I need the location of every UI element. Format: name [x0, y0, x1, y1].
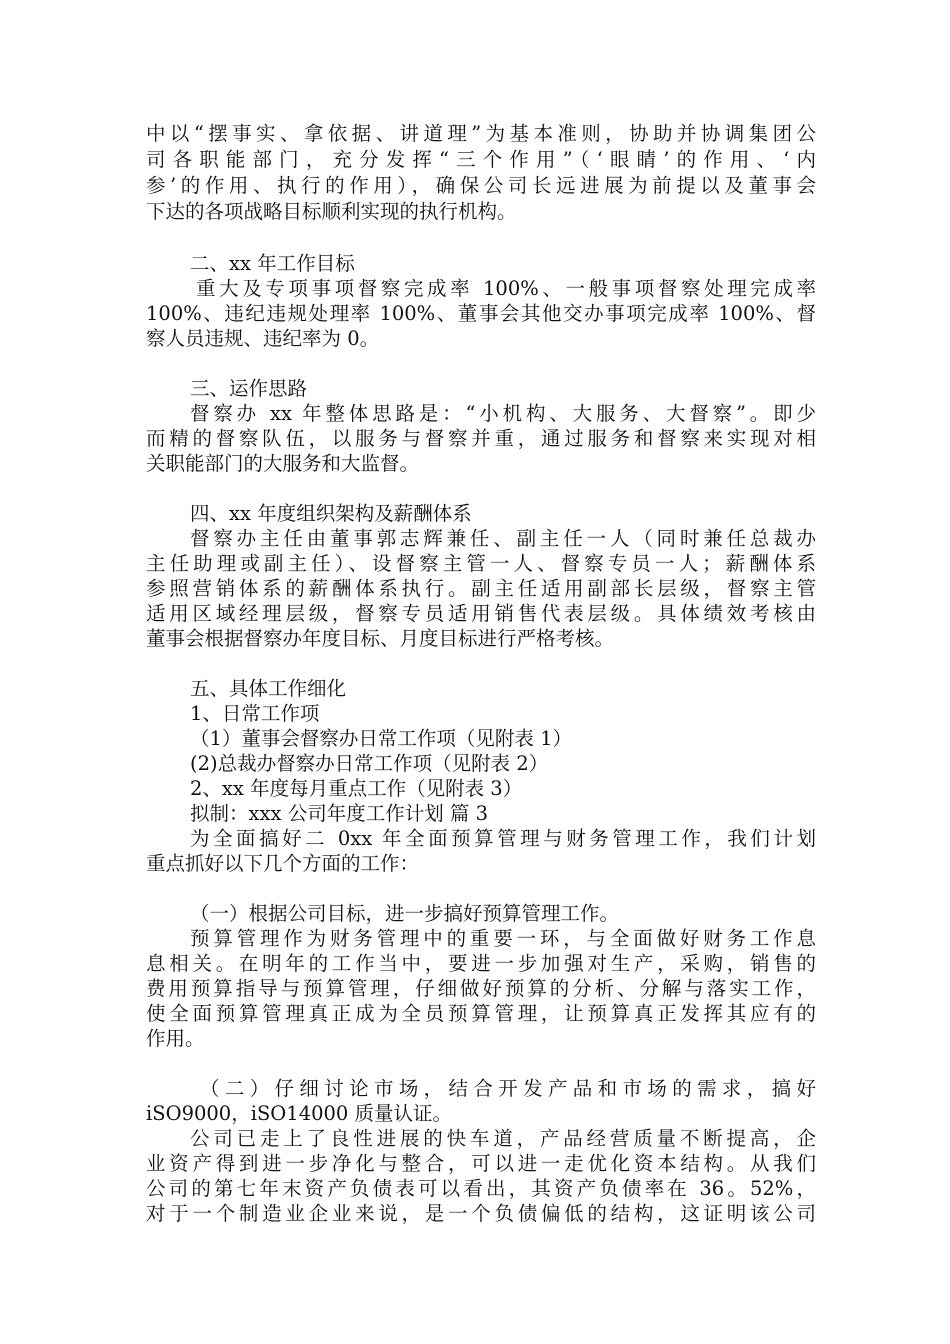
- paragraph-line: 督察办 xx 年整体思路是：“小机构、大服务、大督察”。即少: [190, 402, 816, 425]
- section-heading: 四、xx 年度组织架构及薪酬体系: [190, 502, 472, 525]
- section-heading: 二、xx 年工作目标: [190, 252, 355, 275]
- paragraph-line: 适用区域经理层级，督察专员适用销售代表层级。具体绩效考核由: [146, 602, 816, 625]
- paragraph-line: 预算管理作为财务管理中的重要一环，与全面做好财务工作息: [190, 927, 816, 950]
- section-heading: （二）仔细讨论市场，结合开发产品和市场的需求，搞好: [200, 1077, 816, 1100]
- paragraph-line: 关职能部门的大服务和大监督。: [146, 452, 420, 475]
- paragraph-line: 息相关。在明年的工作当中，要进一步加强对生产，采购，销售的: [146, 952, 816, 975]
- paragraph-line: 参照营销体系的薪酬体系执行。副主任适用副部长层级，督察主管: [146, 577, 816, 600]
- paragraph-line: 对于一个制造业企业来说，是一个负债偏低的结构，这证明该公司: [146, 1202, 816, 1225]
- paragraph-line: 主任助理或副主任）、设督察主管一人、督察专员一人；薪酬体系: [146, 552, 816, 575]
- paragraph-line: 费用预算指导与预算管理，仔细做好预算的分析、分解与落实工作，: [146, 977, 816, 1000]
- section-heading: （一）根据公司目标，进一步搞好预算管理工作。: [190, 902, 620, 925]
- section-heading: 三、运作思路: [190, 377, 308, 400]
- paragraph-line: 使全面预算管理真正成为全员预算管理，让预算真正发挥其应有的: [146, 1002, 816, 1025]
- paragraph-line: 公司的第七年末资产负债表可以看出，其资产负债率在 36。52%，: [146, 1177, 816, 1200]
- paragraph-line: 为全面搞好二 0xx 年全面预算管理与财务管理工作，我们计划: [190, 827, 816, 850]
- paragraph-line: 100%、违纪违规处理率 100%、董事会其他交办事项完成率 100%、督: [146, 302, 816, 325]
- paragraph-line: 司各职能部门，充分发挥“三个作用”（‘眼睛’的作用、‘内: [146, 148, 816, 171]
- paragraph-line: 督察办主任由董事郭志辉兼任、副主任一人（同时兼任总裁办: [190, 527, 816, 550]
- section-title: 拟制：xxx 公司年度工作计划 篇 3: [190, 802, 488, 825]
- list-item: 1、日常工作项: [190, 702, 320, 725]
- paragraph-line: 董事会根据督察办年度目标、月度目标进行严格考核。: [146, 627, 615, 650]
- paragraph-line: 重点抓好以下几个方面的工作：: [146, 852, 420, 875]
- paragraph-line: iSO9000，iSO14000 质量认证。: [146, 1102, 453, 1125]
- paragraph-line: 作用。: [146, 1027, 205, 1050]
- section-heading: 五、具体工作细化: [190, 677, 347, 700]
- paragraph-line: 下达的各项战略目标顺利实现的执行机构。: [146, 200, 517, 223]
- paragraph-line: 参’的作用、执行的作用），确保公司长远进展为前提以及董事会: [146, 174, 816, 197]
- paragraph-line: 重大及专项事项督察完成率 100%、一般事项督察处理完成率: [196, 277, 816, 300]
- list-item: （1）董事会督察办日常工作项（见附表 1）: [190, 727, 573, 750]
- paragraph-line: 而精的督察队伍，以服务与督察并重，通过服务和督察来实现对相: [146, 427, 816, 450]
- paragraph-line: 察人员违规、违纪率为 0。: [146, 327, 380, 350]
- paragraph-line: 公司已走上了良性进展的快车道，产品经营质量不断提高，企: [190, 1127, 816, 1150]
- paragraph-line: 业资产得到进一步净化与整合，可以进一走优化资本结构。从我们: [146, 1152, 816, 1175]
- list-item: 2、xx 年度每月重点工作（见附表 3）: [190, 777, 523, 800]
- list-item: (2)总裁办督察办日常工作项（见附表 2）: [190, 752, 549, 775]
- paragraph-line: 中以“摆事实、拿依据、讲道理”为基本准则，协助并协调集团公: [146, 122, 816, 145]
